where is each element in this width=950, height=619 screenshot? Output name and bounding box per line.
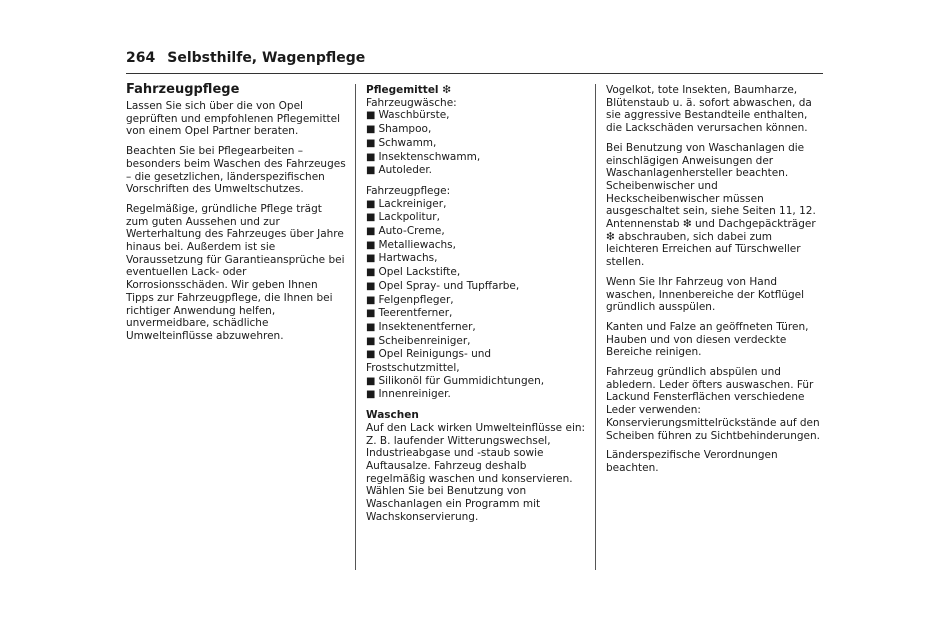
list-item (366, 164, 588, 178)
bullet-icon: ■ (366, 151, 376, 163)
wash-label: Fahrzeugwäsche: (366, 96, 457, 109)
bullet-icon: ■ (366, 267, 376, 279)
list-item-label: Shampoo, (378, 123, 432, 136)
list-item-label: Auto-Creme, (378, 225, 445, 238)
paragraph: Vogelkot, tote Insekten, Baumharze, Blütenstaub u. ä. sofort abwaschen, da sie aggressive Bestandteile enthalten, die Lackschäden verursachen können. (606, 84, 812, 135)
bullet-icon: ■ (366, 280, 376, 292)
list-item-label: Insektenschwamm, (378, 150, 481, 163)
list-item (366, 137, 588, 151)
list-item (366, 109, 588, 123)
care-products-heading: Pflegemittel ❇ (366, 84, 452, 96)
list-item-label: Teerentferner, (378, 307, 453, 320)
paragraph: Beachten Sie bei Pflegearbeiten – besonders beim Waschen des Fahrzeuges – die gesetzlichen, länderspezifischen Vorschriften des Umweltschutzes. (126, 145, 346, 196)
list-item-label: Lackreiniger, (378, 197, 447, 210)
list-item (366, 211, 588, 225)
washing-heading: Waschen (366, 409, 419, 422)
list-item (366, 294, 588, 308)
bullet-icon: ■ (366, 321, 376, 333)
wash-list (366, 109, 588, 178)
column-divider-2 (595, 84, 596, 570)
list-item-label: Waschbürste, (378, 109, 450, 122)
washing-paragraph: Auf den Lack wirken Umwelteinflüsse ein: Z. B. laufender Witterungswechsel, Industrieabgase und -staub sowie Auftausalze. Fahrzeug deshalb regelmäßig waschen und konservieren. Wählen Sie bei Benutzung von Waschanlagen ein Programm mit Wachskonservierung. (366, 421, 586, 523)
list-item (366, 307, 588, 321)
list-item-label: Opel Lackstifte, (378, 266, 461, 279)
paragraph: Bei Benutzung von Waschanlagen die einschlägigen Anweisungen der Waschanlagenhersteller beachten. Scheibenwischer und Heckscheibenwischer müssen ausgeschaltet sein, siehe Seiten 11, 12. Antennenstab ❇ und Dachgepäckträger ❇ abschrauben, sich dabei zum leichteren Erreichen auf Türschweller stellen. (606, 141, 816, 269)
list-item-label: Scheibenreiniger, (378, 334, 471, 347)
paragraph: Regelmäßige, gründliche Pflege trägt zum guten Aussehen und zur Werterhaltung des Fahrzeuges über Jahre hinaus bei. Außerdem ist sie Voraussetzung für Garantieansprüche bei eventuellen Lack- oder Korrosionsschäden. Wir geben Ihnen Tipps zur Fahrzeugpflege, die Ihnen bei richtiger Anwendung helfen, unvermeidbare, schädliche Umwelteinflüsse abzuwehren. (126, 202, 345, 342)
paragraph: Lassen Sie sich über die von Opel geprüften und empfohlenen Pflegemittel von einem Opel Partner beraten. (126, 100, 341, 138)
list-item-label: Schwamm, (378, 136, 437, 149)
care-label: Fahrzeugpflege: (366, 184, 451, 197)
page-header (126, 50, 823, 66)
list-item (366, 225, 588, 239)
bullet-icon: ■ (366, 198, 376, 210)
section-heading: Fahrzeugpflege (126, 82, 240, 97)
paragraph: Kanten und Falze an geöffneten Türen, Hauben und von diesen verdeckte Bereiche reinigen. (606, 320, 809, 359)
bullet-icon: ■ (366, 375, 376, 387)
bullet-icon: ■ (366, 239, 376, 251)
list-item-label: Lackpolitur, (378, 211, 440, 224)
list-item-label: Metalliewachs, (378, 238, 456, 251)
list-item (366, 335, 588, 349)
paragraph: Fahrzeug gründlich abspülen und abledern. Leder öfters auswaschen. Für Lackund Fensterflächen verschiedene Leder verwenden: Konservierungsmittelrückstände auf den Scheiben führen zu Sichtbehinderungen. (606, 366, 820, 442)
column-2 (366, 84, 588, 531)
column-1 (126, 82, 346, 350)
list-item (366, 388, 588, 402)
list-item (366, 321, 588, 335)
list-item (366, 198, 588, 212)
list-item (366, 280, 588, 294)
bullet-icon: ■ (366, 294, 376, 306)
list-item-label: Silikonöl für Gummidichtungen, (378, 374, 545, 387)
list-item-label: Opel Spray- und Tupffarbe, (378, 279, 520, 292)
bullet-icon: ■ (366, 110, 376, 122)
list-item (366, 239, 588, 253)
bullet-icon: ■ (366, 165, 376, 177)
bullet-icon: ■ (366, 253, 376, 265)
paragraph: Länderspezifische Verordnungen beachten. (606, 449, 778, 474)
list-item (366, 123, 588, 137)
bullet-icon: ■ (366, 349, 376, 361)
bullet-icon: ■ (366, 212, 376, 224)
bullet-icon: ■ (366, 335, 376, 347)
care-list (366, 198, 588, 403)
asterisk-icon: ❇ (442, 84, 452, 96)
list-item-label: Innenreiniger. (378, 388, 451, 401)
list-item (366, 151, 588, 165)
list-item-label: Hartwachs, (378, 252, 438, 265)
section-title: Selbsthilfe, Wagenpflege (167, 50, 366, 66)
list-item-label: Insektenentferner, (378, 320, 476, 333)
bullet-icon: ■ (366, 308, 376, 320)
bullet-icon: ■ (366, 226, 376, 238)
bullet-icon: ■ (366, 389, 376, 401)
list-item (366, 348, 588, 374)
list-item (366, 375, 588, 389)
list-item-label: Autoleder. (378, 164, 433, 177)
column-divider-1 (355, 84, 356, 570)
paragraph: Wenn Sie Ihr Fahrzeug von Hand waschen, Innenbereiche der Kotflügel gründlich ausspülen. (606, 275, 805, 314)
bullet-icon: ■ (366, 124, 376, 136)
column-3 (606, 84, 826, 482)
list-item-label: Opel Reinigungs- und Frostschutzmittel, (366, 348, 492, 375)
list-item (366, 252, 588, 266)
list-item-label: Felgenpfleger, (378, 293, 454, 306)
bullet-icon: ■ (366, 137, 376, 149)
header-rule (126, 73, 823, 74)
list-item (366, 266, 588, 280)
page-number: 264 (126, 50, 156, 66)
